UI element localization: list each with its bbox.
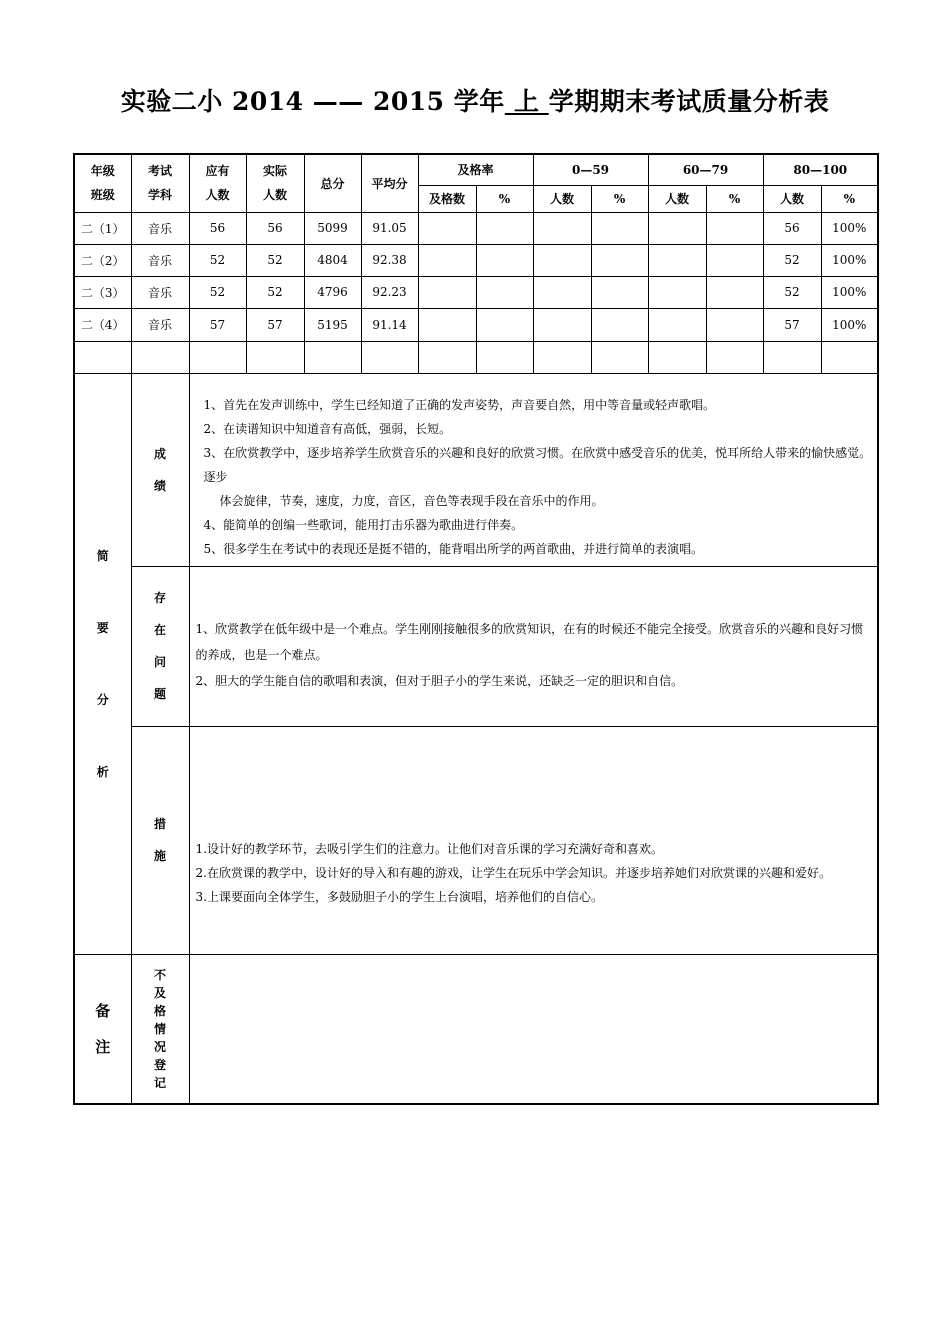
remarks-label: 备 注: [74, 954, 131, 1104]
cell-r3-percent: 100%: [821, 276, 878, 308]
cell-average: 91.14: [361, 308, 418, 341]
header-subject: 考试 学科: [131, 154, 189, 212]
table-row: [74, 212, 878, 244]
cell-class: 二（4）: [74, 308, 131, 341]
remarks-content: [189, 954, 878, 1104]
subheader-r2-percent: %: [706, 185, 763, 212]
cell-empty: [533, 244, 591, 276]
cell-empty: [706, 244, 763, 276]
cell-empty: [648, 308, 706, 341]
cell-average: 92.23: [361, 276, 418, 308]
cell-r3-percent: 100%: [821, 212, 878, 244]
measures-content: [189, 726, 878, 954]
header-range-60-79: 60—79: [648, 154, 763, 185]
subheader-r2-people: 人数: [648, 185, 706, 212]
cell-actual: 52: [246, 244, 304, 276]
performance-item: 4、能简单的创编一些歌词，能用打击乐器为歌曲进行伴奏。: [203, 517, 524, 532]
cell-empty: [591, 276, 648, 308]
header-average: 平均分: [361, 154, 418, 212]
cell-empty: [533, 212, 591, 244]
cell-class: 二（1）: [74, 212, 131, 244]
header-pass-rate: 及格率: [418, 154, 533, 185]
header-expected: 应有 人数: [189, 154, 246, 212]
measures-label: 措 施: [131, 726, 189, 954]
cell-actual: 57: [246, 308, 304, 341]
cell-subject: 音乐: [131, 308, 189, 341]
performance-item: 体会旋律，节奏，速度，力度，音区，音色等表现手段在音乐中的作用。: [219, 493, 604, 508]
issues-label: 存 在 问 题: [131, 566, 189, 726]
performance-item: 5、很多学生在考试中的表现还是挺不错的，能背唱出所学的两首歌曲，并进行简单的表演唱。: [203, 541, 704, 556]
header-actual: 实际 人数: [246, 154, 304, 212]
table-row-empty: [74, 341, 878, 373]
subheader-r3-people: 人数: [763, 185, 821, 212]
cell-empty: [418, 276, 476, 308]
cell-empty: [418, 212, 476, 244]
cell-expected: 52: [189, 276, 246, 308]
title-prefix: 实验二小 2014 —— 2015 学年: [120, 87, 505, 116]
cell-expected: 52: [189, 244, 246, 276]
cell-subject: 音乐: [131, 212, 189, 244]
subheader-r1-percent: %: [591, 185, 648, 212]
subheader-r1-people: 人数: [533, 185, 591, 212]
cell-r3-count: 57: [763, 308, 821, 341]
cell-empty: [418, 244, 476, 276]
cell-empty: [648, 276, 706, 308]
issues-content: [189, 566, 878, 726]
title-term: 上: [504, 87, 549, 116]
cell-empty: [533, 308, 591, 341]
cell-r3-percent: 100%: [821, 244, 878, 276]
cell-r3-count: 52: [763, 244, 821, 276]
subheader-r3-percent: %: [821, 185, 878, 212]
performance-item: 3、在欣赏教学中，逐步培养学生欣赏音乐的兴趣和良好的欣赏习惯。在欣赏中感受音乐的优美，悦耳所给人带来的愉快感觉。逐步: [203, 445, 872, 484]
header-range-0-59: 0—59: [533, 154, 648, 185]
cell-total: 4804: [304, 244, 361, 276]
title-suffix: 学期期末考试质量分析表: [548, 87, 830, 116]
header-grade: 年级 班级: [74, 154, 131, 212]
cell-r3-percent: 100%: [821, 308, 878, 341]
performance-content: [189, 373, 878, 566]
cell-empty: [533, 276, 591, 308]
issues-item: 1、欣赏教学在低年级中是一个难点。学生刚刚接触很多的欣赏知识，在有的时候还不能完全接受。欣赏音乐的兴趣和良好习惯的养成，也是一个难点。: [195, 622, 864, 662]
cell-empty: [706, 308, 763, 341]
cell-empty: [476, 276, 533, 308]
failing-registration-label: 不 及 格 情 况 登 记: [131, 954, 189, 1104]
cell-empty: [648, 212, 706, 244]
cell-total: 4796: [304, 276, 361, 308]
cell-r3-count: 56: [763, 212, 821, 244]
cell-actual: 52: [246, 276, 304, 308]
cell-average: 92.38: [361, 244, 418, 276]
cell-empty: [591, 212, 648, 244]
analysis-table: [73, 153, 879, 1105]
table-row: [74, 276, 878, 308]
cell-empty: [418, 308, 476, 341]
cell-class: 二（2）: [74, 244, 131, 276]
subheader-pass-count: 及格数: [418, 185, 476, 212]
header-range-80-100: 80—100: [763, 154, 878, 185]
cell-empty: [591, 308, 648, 341]
cell-subject: 音乐: [131, 276, 189, 308]
cell-empty: [706, 212, 763, 244]
issues-item: 2、胆大的学生能自信的歌唱和表演，但对于胆子小的学生来说，还缺乏一定的胆识和自信。: [195, 674, 684, 688]
header-total: 总分: [304, 154, 361, 212]
table-row: [74, 244, 878, 276]
analysis-label: 简 要 分 析: [74, 373, 131, 954]
cell-class: 二（3）: [74, 276, 131, 308]
cell-total: 5195: [304, 308, 361, 341]
cell-expected: 57: [189, 308, 246, 341]
subheader-pass-percent: %: [476, 185, 533, 212]
cell-subject: 音乐: [131, 244, 189, 276]
cell-average: 91.05: [361, 212, 418, 244]
cell-expected: 56: [189, 212, 246, 244]
page-title: [0, 82, 950, 118]
cell-actual: 56: [246, 212, 304, 244]
measures-item: 2.在欣赏课的教学中，设计好的导入和有趣的游戏，让学生在玩乐中学会知识。并逐步培养她们对欣赏课的兴趣和爱好。: [195, 866, 831, 880]
performance-item: 2、在读谱知识中知道音有高低，强弱，长短。: [203, 421, 452, 436]
table-row: [74, 308, 878, 341]
cell-empty: [706, 276, 763, 308]
cell-empty: [648, 244, 706, 276]
cell-empty: [476, 308, 533, 341]
measures-item: 1.设计好的教学环节，去吸引学生们的注意力。让他们对音乐课的学习充满好奇和喜欢。: [195, 842, 663, 856]
measures-item: 3.上课要面向全体学生，多鼓励胆子小的学生上台演唱，培养他们的自信心。: [195, 890, 603, 904]
cell-empty: [476, 244, 533, 276]
performance-item: 1、首先在发声训练中，学生已经知道了正确的发声姿势，声音要自然，用中等音量或轻声歌唱。: [203, 397, 716, 412]
cell-empty: [476, 212, 533, 244]
cell-empty: [591, 244, 648, 276]
cell-total: 5099: [304, 212, 361, 244]
cell-r3-count: 52: [763, 276, 821, 308]
performance-label: 成 绩: [131, 373, 189, 566]
